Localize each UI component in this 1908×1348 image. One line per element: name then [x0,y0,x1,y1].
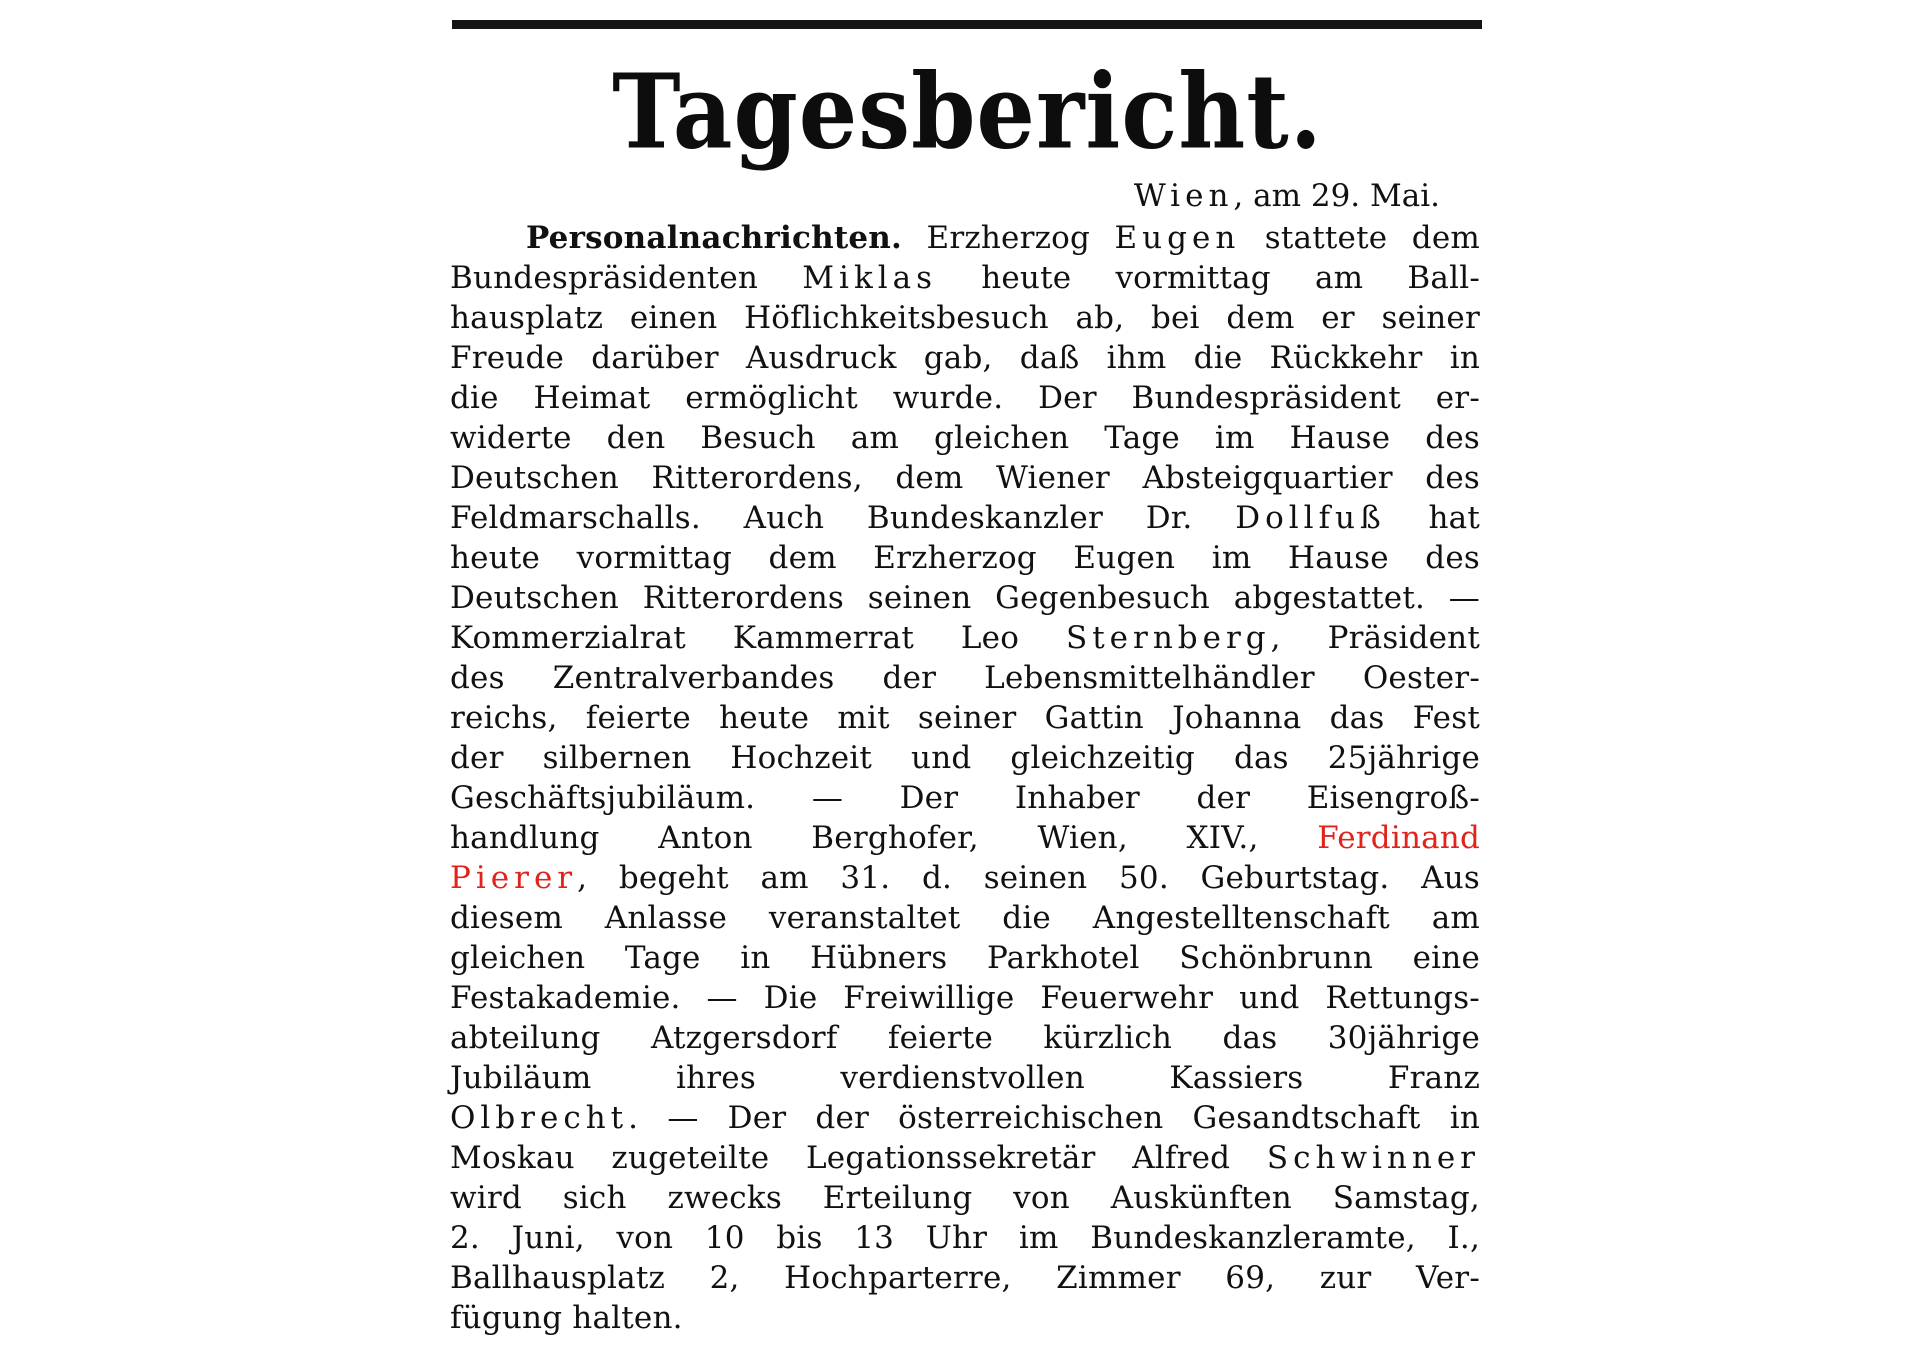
text-run: Geschäftsjubiläum. — Der Inhaber der Eisengroß- [450,780,1480,816]
text-run: gleichen Tage in Hübners Parkhotel Schönbrunn eine [450,940,1480,976]
text-run: , Präsident [1270,620,1480,656]
text-run: fügung halten. [450,1300,683,1336]
article-body [450,218,1480,1338]
text-run: reichs, feierte heute mit seiner Gattin Johanna das Fest [450,700,1480,736]
text-run: die Heimat ermöglicht wurde. Der Bundespräsident er- [450,380,1480,416]
text-run: Eugen [1114,220,1241,256]
dateline-date: , am 29. Mai. [1233,178,1440,214]
text-run: Freude darüber Ausdruck gab, daß ihm die Rückkehr in [450,340,1480,376]
article-line [450,338,1480,378]
text-run: der silbernen Hochzeit und gleichzeitig das 25jährige [450,740,1480,776]
text-run: des Zentralverbandes der Lebensmittelhändler Oester- [450,660,1480,696]
text-run: Moskau zugeteilte Legationssekretär Alfred [450,1140,1267,1176]
text-run: Deutschen Ritterordens seinen Gegenbesuch abgestattet. — [450,580,1480,616]
text-run: stattete dem [1240,220,1480,256]
text-run: Feldmarschalls. Auch Bundeskanzler Dr. [450,500,1236,536]
text-run: Schwinner [1266,1140,1480,1176]
article-line [450,698,1480,738]
text-run: . — Der der österreichischen Gesandtschaft in [628,1100,1480,1136]
text-run: hausplatz einen Höflichkeitsbesuch ab, bei dem er seiner [450,300,1480,336]
text-run: wird sich zwecks Erteilung von Auskünften Samstag, [450,1180,1480,1216]
article-line [450,1058,1480,1098]
article-line [450,258,1480,298]
article-line [450,298,1480,338]
text-run: Festakademie. — Die Freiwillige Feuerwehr und Rettungs- [450,980,1480,1016]
article-line [450,1138,1480,1178]
text-run: Erzherzog [902,220,1115,256]
news-column [450,14,1485,1344]
article-line [450,378,1480,418]
article-line [450,618,1480,658]
text-run: , begeht am 31. d. seinen 50. Geburtstag. Aus [577,860,1480,896]
headline: Tagesbericht. [612,51,1323,173]
article-line [450,658,1480,698]
text-run: diesem Anlasse veranstaltet die Angestelltenschaft am [450,900,1480,936]
text-run: heute vormittag dem Erzherzog Eugen im Hause des [450,540,1480,576]
text-run: Jubiläum ihres verdienstvollen Kassiers Franz [450,1060,1480,1096]
text-run: abteilung Atzgersdorf feierte kürzlich das 30jährige [450,1020,1480,1056]
article-line [450,938,1480,978]
text-run: Bundespräsidenten [450,260,803,296]
text-run: 2. Juni, von 10 bis 13 Uhr im Bundeskanzleramte, I., [450,1220,1480,1256]
text-run: hat [1385,500,1480,536]
article-line [450,1098,1480,1138]
article-line [450,458,1480,498]
article-line [450,1018,1480,1058]
article-line [450,738,1480,778]
dateline [450,176,1440,216]
text-run: widerte den Besuch am gleichen Tage im Hause des [450,420,1480,456]
article-line [450,538,1480,578]
text-run: Miklas [802,260,938,296]
article-line [450,578,1480,618]
article-line [450,898,1480,938]
article-line [450,418,1480,458]
article-line [450,1218,1480,1258]
text-run: Sternberg [1065,620,1271,656]
text-run: Kommerzialrat Kammerrat Leo [450,620,1066,656]
text-run: Deutschen Ritterordens, dem Wiener Absteigquartier des [450,460,1480,496]
top-rule [452,20,1482,29]
dateline-place: Wien [1133,178,1234,214]
article-line [450,1298,1480,1338]
article-line [450,1178,1480,1218]
article-line [450,978,1480,1018]
text-run: heute vormittag am Ball- [937,260,1480,296]
text-run: Olbrecht [450,1100,629,1136]
text-run: Dollfuß [1235,500,1386,536]
text-run: handlung Anton Berghofer, Wien, XIV., [450,820,1318,856]
article-line [450,778,1480,818]
article-line [450,818,1480,858]
article-line [450,1258,1480,1298]
article-line [450,498,1480,538]
text-run: Ballhausplatz 2, Hochparterre, Zimmer 69, zur Ver- [450,1260,1480,1296]
highlighted-name: Ferdinand [1317,820,1480,856]
article-line [450,858,1480,898]
highlighted-name: Pierer [450,860,578,896]
article-line [450,218,1480,258]
text-run: Personalnachrichten. [526,220,902,256]
